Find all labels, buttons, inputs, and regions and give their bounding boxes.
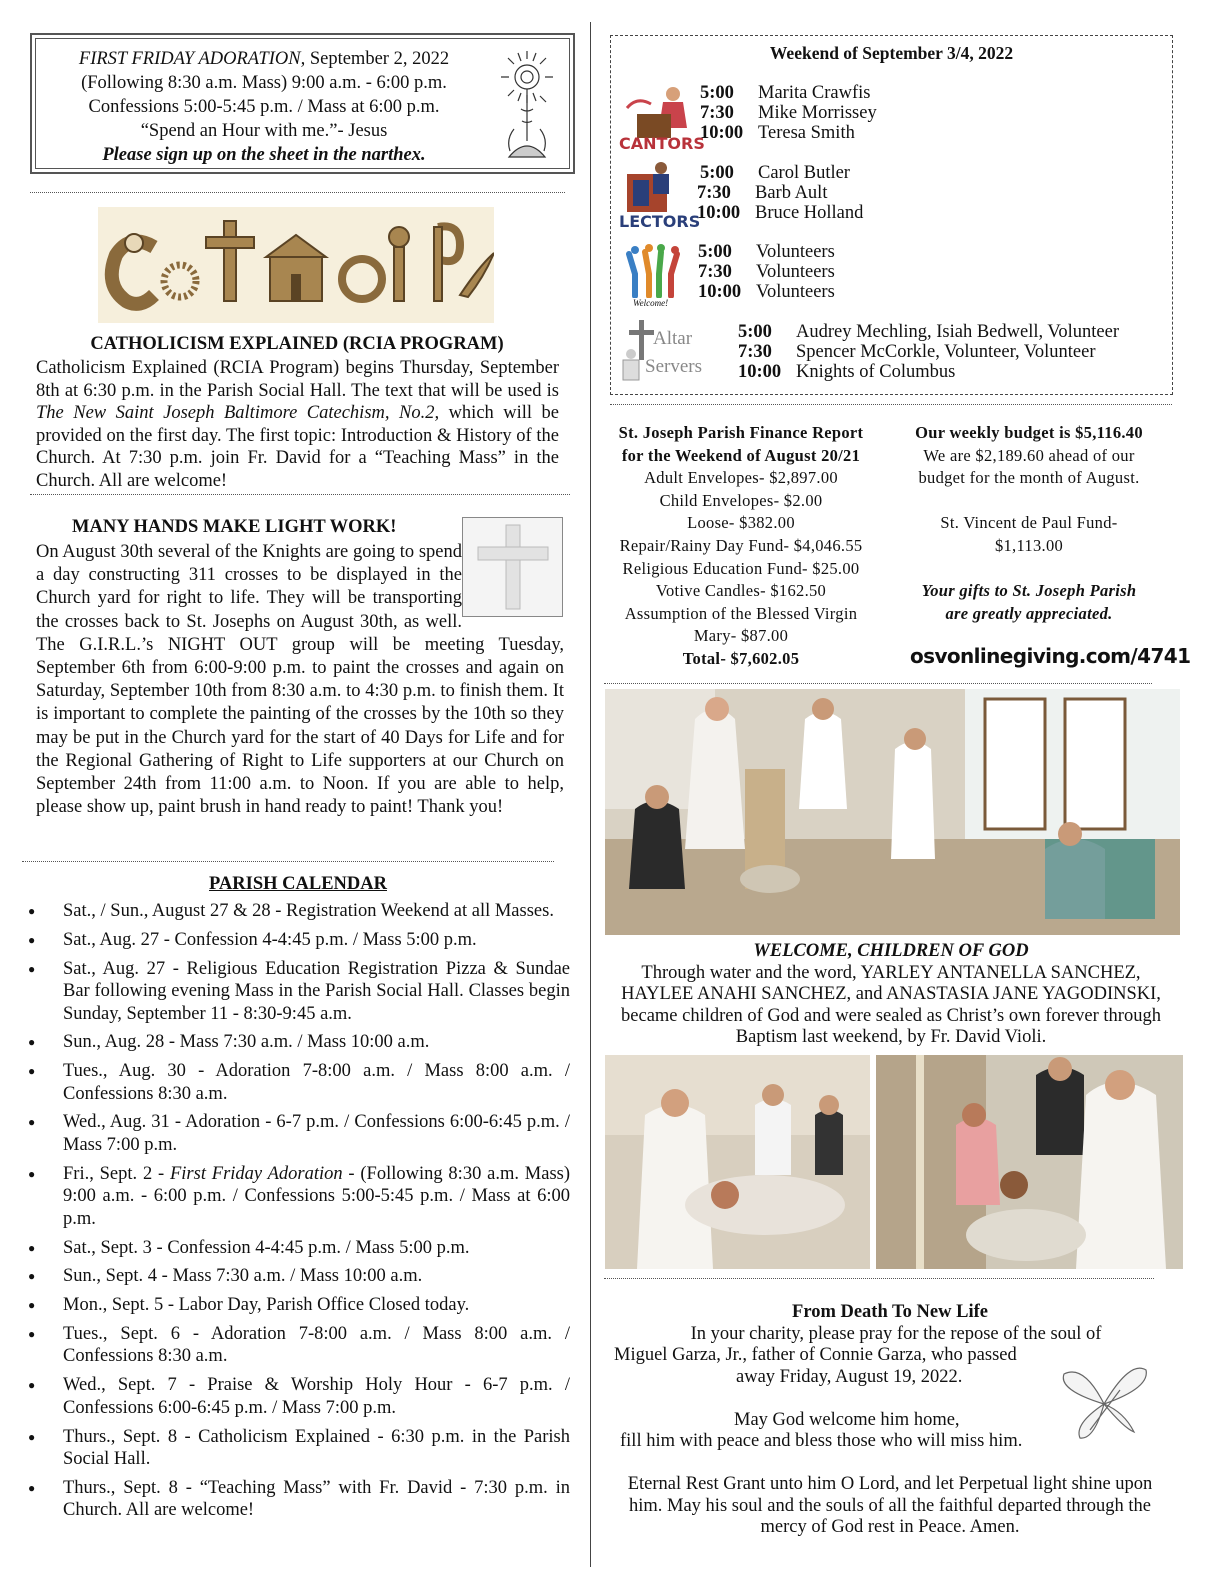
- calendar-item: ● Mon., Sept. 5 - Labor Day, Parish Office Closed today.: [24, 1294, 570, 1317]
- adoration-quote: “Spend an Hour with me.”- Jesus: [140, 121, 388, 141]
- calendar-item: ● Sat., Aug. 27 - Religious Education Registration Pizza & Sundae Bar following evening Mass in the Parish Social Hall. Classes begin Sunday, September 11 - 8:30-9:45 a.m.: [24, 958, 570, 1026]
- servers-row-1: 5:00 Audrey Mechling, Isiah Bedwell, Volunteer: [738, 322, 1120, 342]
- finance-line: Religious Education Fund- $25.00: [622, 558, 860, 578]
- finance-title-2: for the Weekend of August 20/21: [621, 445, 861, 465]
- welcome-label: Welcome!: [633, 298, 669, 308]
- rcia-heading: CATHOLICISM EXPLAINED (RCIA PROGRAM): [90, 334, 504, 354]
- gifts-line-1: Your gifts to St. Joseph Parish: [921, 581, 1137, 601]
- adoration-text: [42, 47, 486, 167]
- adoration-signup: Please sign up on the sheet in the narthex.: [102, 145, 426, 165]
- baptism-heading: WELCOME, CHILDREN OF GOD: [753, 941, 1029, 961]
- divider: [610, 404, 1172, 405]
- baptism-photo: [605, 689, 1180, 935]
- rcia-book-title: The New Saint Joseph Baltimore Catechism, No.2,: [36, 403, 440, 424]
- rcia-body: [36, 357, 559, 493]
- calendar-heading-wrap: [36, 874, 560, 895]
- adoration-title: FIRST FRIDAY ADORATION,: [78, 49, 306, 69]
- finance-line: Votive Candles- $162.50: [655, 581, 827, 601]
- calendar-item: ● Tues., Aug. 30 - Adoration 7-8:00 a.m. / Mass 8:00 a.m. / Confessions 8:30 a.m.: [24, 1060, 570, 1105]
- baptism-body: Through water and the word, YARLEY ANTANELLA SANCHEZ, HAYLEE ANAHI SANCHEZ, and ANASTASIA JANE YAGODINSKI, became children of God and were sealed as Christ’s own forever through Baptism last weekend, by Fr. David Violi.: [621, 962, 1161, 1047]
- svdp-line-2: $1,113.00: [994, 535, 1064, 555]
- lectors-label: LECTORS: [619, 212, 701, 231]
- rcia-text-2: which will be provided on the first day. The first topic: Introduction & History of the Church. At 7:30 p.m. join Fr. David for a “Teaching Mass” in the Church. All are welcome!: [36, 403, 559, 491]
- calendar-list: [24, 900, 570, 1528]
- servers-row-3: 10:00 Knights of Columbus: [738, 362, 956, 382]
- hands-body-wrap: [36, 541, 564, 819]
- death-line-1: In your charity, please pray for the repose of the soul of: [690, 1323, 1102, 1344]
- lectors-icon: [621, 160, 681, 214]
- greeters-row-3: 10:00 Volunteers: [698, 282, 835, 302]
- budget-summary: [892, 422, 1166, 625]
- hands-body: On August 30th several of the Knights are going to spend a day constructing 311 crosses to be displayed in the Church yard for right to life. They will be transporting the crosses back to St. Josephs on August 30th, as well. The G.I.R.L.’s NIGHT OUT group will be meeting Tuesday, September 6th from 6:00-9:00 p.m. to paint the crosses and again on Saturday, September 10th from 8:30 a.m. to 4:30 p.m. to finish them. It is important to complete the painting of the crosses by the 10th so they may be put in the Church yard for the start of 40 Days for Life and for the Regional Gathering of Right to Life supporters at our Church on September 24th from 11:00 a.m. to Noon. If you are able to help, please show up, paint brush in hand ready to paint! Thank you!: [36, 542, 564, 818]
- death-prayer: Eternal Rest Grant unto him O Lord, and let Perpetual light shine upon him. May his soul and the souls of all the faithful departed through the mercy of God rest in Peace. Amen.: [627, 1474, 1153, 1537]
- calendar-item: ● Sat., Sept. 3 - Confession 4-4:45 p.m. / Mass 5:00 p.m.: [24, 1237, 570, 1260]
- calendar-item: ● Wed., Aug. 31 - Adoration - 6-7 p.m. / Confessions 6:00-6:45 p.m. / Mass 7:00 p.m.: [24, 1111, 570, 1156]
- servers-row-2: 7:30 Spencer McCorkle, Volunteer, Volunteer: [738, 342, 1096, 362]
- calendar-fri-prefix: Fri., Sept. 2 -: [63, 1163, 170, 1184]
- calendar-item-first-friday: [24, 1163, 570, 1231]
- calendar-item: ● Thurs., Sept. 8 - “Teaching Mass” with Fr. David - 7:30 p.m. in Church. All are welcome!: [24, 1477, 570, 1522]
- adoration-hours: (Following 8:30 a.m. Mass) 9:00 a.m. - 6:00 p.m.: [81, 73, 447, 93]
- calendar-item: ● Thurs., Sept. 8 - Catholicism Explained - 6:30 p.m. in the Parish Social Hall.: [24, 1426, 570, 1471]
- finance-title-1: St. Joseph Parish Finance Report: [618, 423, 864, 442]
- catholic-logo: [98, 207, 494, 323]
- baptism-section: [606, 941, 1176, 1049]
- budget-title: Our weekly budget is $5,116.40: [915, 423, 1143, 442]
- finance-line: Child Envelopes- $2.00: [659, 490, 823, 510]
- lectors-row-3: 10:00 Bruce Holland: [697, 203, 864, 223]
- divider: [30, 192, 565, 193]
- cantors-row-3: 10:00 Teresa Smith: [700, 123, 855, 143]
- finance-line: Mary- $87.00: [693, 626, 789, 646]
- calendar-fri-rest: (Following 8:30 a.m. Mass) 9:00 a.m. - 6:00 p.m. / Confessions 5:00-5:45 p.m. / Mass at 6:00 p.m.: [63, 1163, 571, 1229]
- adoration-box: [30, 33, 575, 174]
- column-divider: [590, 22, 591, 1567]
- finance-line: Assumption of the Blessed Virgin: [624, 603, 858, 623]
- cantors-row-2: 7:30 Mike Morrissey: [700, 103, 877, 123]
- calendar-item: ● Tues., Sept. 6 - Adoration 7-8:00 a.m. / Mass 8:00 a.m. / Confessions 8:30 a.m.: [24, 1323, 570, 1368]
- baptism-photo-left: [605, 1055, 870, 1269]
- altar-label: Altar: [653, 328, 693, 349]
- svdp-line-1: St. Vincent de Paul Fund-: [940, 513, 1118, 533]
- gifts-line-2: are greatly appreciated.: [945, 603, 1113, 623]
- lectors-row-1: 5:00 Carol Butler: [700, 163, 850, 183]
- baptism-photo-right: [876, 1055, 1183, 1269]
- calendar-heading: PARISH CALENDAR: [209, 874, 387, 894]
- divider: [22, 861, 554, 862]
- adoration-confessions: Confessions 5:00-5:45 p.m. / Mass at 6:00 p.m.: [88, 97, 440, 117]
- death-line-3: away Friday, August 19, 2022.: [736, 1366, 963, 1387]
- finance-line: Loose- $382.00: [687, 513, 795, 533]
- calendar-item: ● Sat., / Sun., August 27 & 28 - Registration Weekend at all Masses.: [24, 900, 570, 923]
- death-line-5: fill him with peace and bless those who will miss him.: [620, 1431, 1023, 1451]
- cantors-row-1: 5:00 Marita Crawfis: [700, 83, 871, 103]
- rcia-text-1: Catholicism Explained (RCIA Program) begins Thursday, September 8th at 6:30 p.m. in the Parish Social Hall. The text that will be used is: [36, 358, 559, 401]
- rcia-heading-wrap: [36, 334, 558, 355]
- ministry-schedule-box: [610, 35, 1173, 395]
- death-line-2: Miguel Garza, Jr., father of Connie Garza, who passed: [614, 1345, 1017, 1365]
- death-heading: From Death To New Life: [792, 1302, 988, 1322]
- budget-line-1: We are $2,189.60 ahead of our: [923, 445, 1135, 465]
- servers-label: Servers: [645, 356, 702, 377]
- calendar-item: ● Wed., Sept. 7 - Praise & Worship Holy Hour - 6-7 p.m. / Confessions 6:00-6:45 p.m. / Mass 7:00 p.m.: [24, 1374, 570, 1419]
- greeters-row-1: 5:00 Volunteers: [698, 242, 835, 262]
- cantors-label: CANTORS: [619, 134, 705, 153]
- greeters-icon: [617, 244, 693, 298]
- calendar-item: ● Sun., Sept. 4 - Mass 7:30 a.m. / Mass 10:00 a.m.: [24, 1265, 570, 1288]
- calendar-item: ● Sat., Aug. 27 - Confession 4-4:45 p.m. / Mass 5:00 p.m.: [24, 929, 570, 952]
- lectors-row-2: 7:30 Barb Ault: [697, 183, 828, 203]
- monstrance-icon: [494, 49, 560, 161]
- budget-line-2: budget for the month of August.: [918, 468, 1140, 488]
- finance-total: Total- $7,602.05: [682, 648, 800, 668]
- death-line-4: May God welcome him home,: [734, 1409, 960, 1430]
- calendar-item: ● Sun., Aug. 28 - Mass 7:30 a.m. / Mass 10:00 a.m.: [24, 1031, 570, 1054]
- finance-report: [598, 422, 884, 671]
- divider: [30, 494, 570, 495]
- hands-heading-wrap: [72, 517, 396, 538]
- schedule-heading: Weekend of September 3/4, 2022: [769, 43, 1014, 63]
- online-giving-link[interactable]: osvonlinegiving.com/4741: [910, 644, 1191, 668]
- butterfly-icon: [1060, 1360, 1150, 1444]
- greeters-row-2: 7:30 Volunteers: [698, 262, 835, 282]
- divider: [604, 1278, 1154, 1279]
- divider: [604, 683, 1152, 684]
- adoration-date: September 2, 2022: [305, 49, 450, 69]
- calendar-fri-italic: First Friday Adoration -: [169, 1163, 355, 1184]
- finance-line: Repair/Rainy Day Fund- $4,046.55: [619, 535, 863, 555]
- hands-heading: MANY HANDS MAKE LIGHT WORK!: [72, 517, 397, 537]
- finance-line: Adult Envelopes- $2,897.00: [644, 468, 838, 488]
